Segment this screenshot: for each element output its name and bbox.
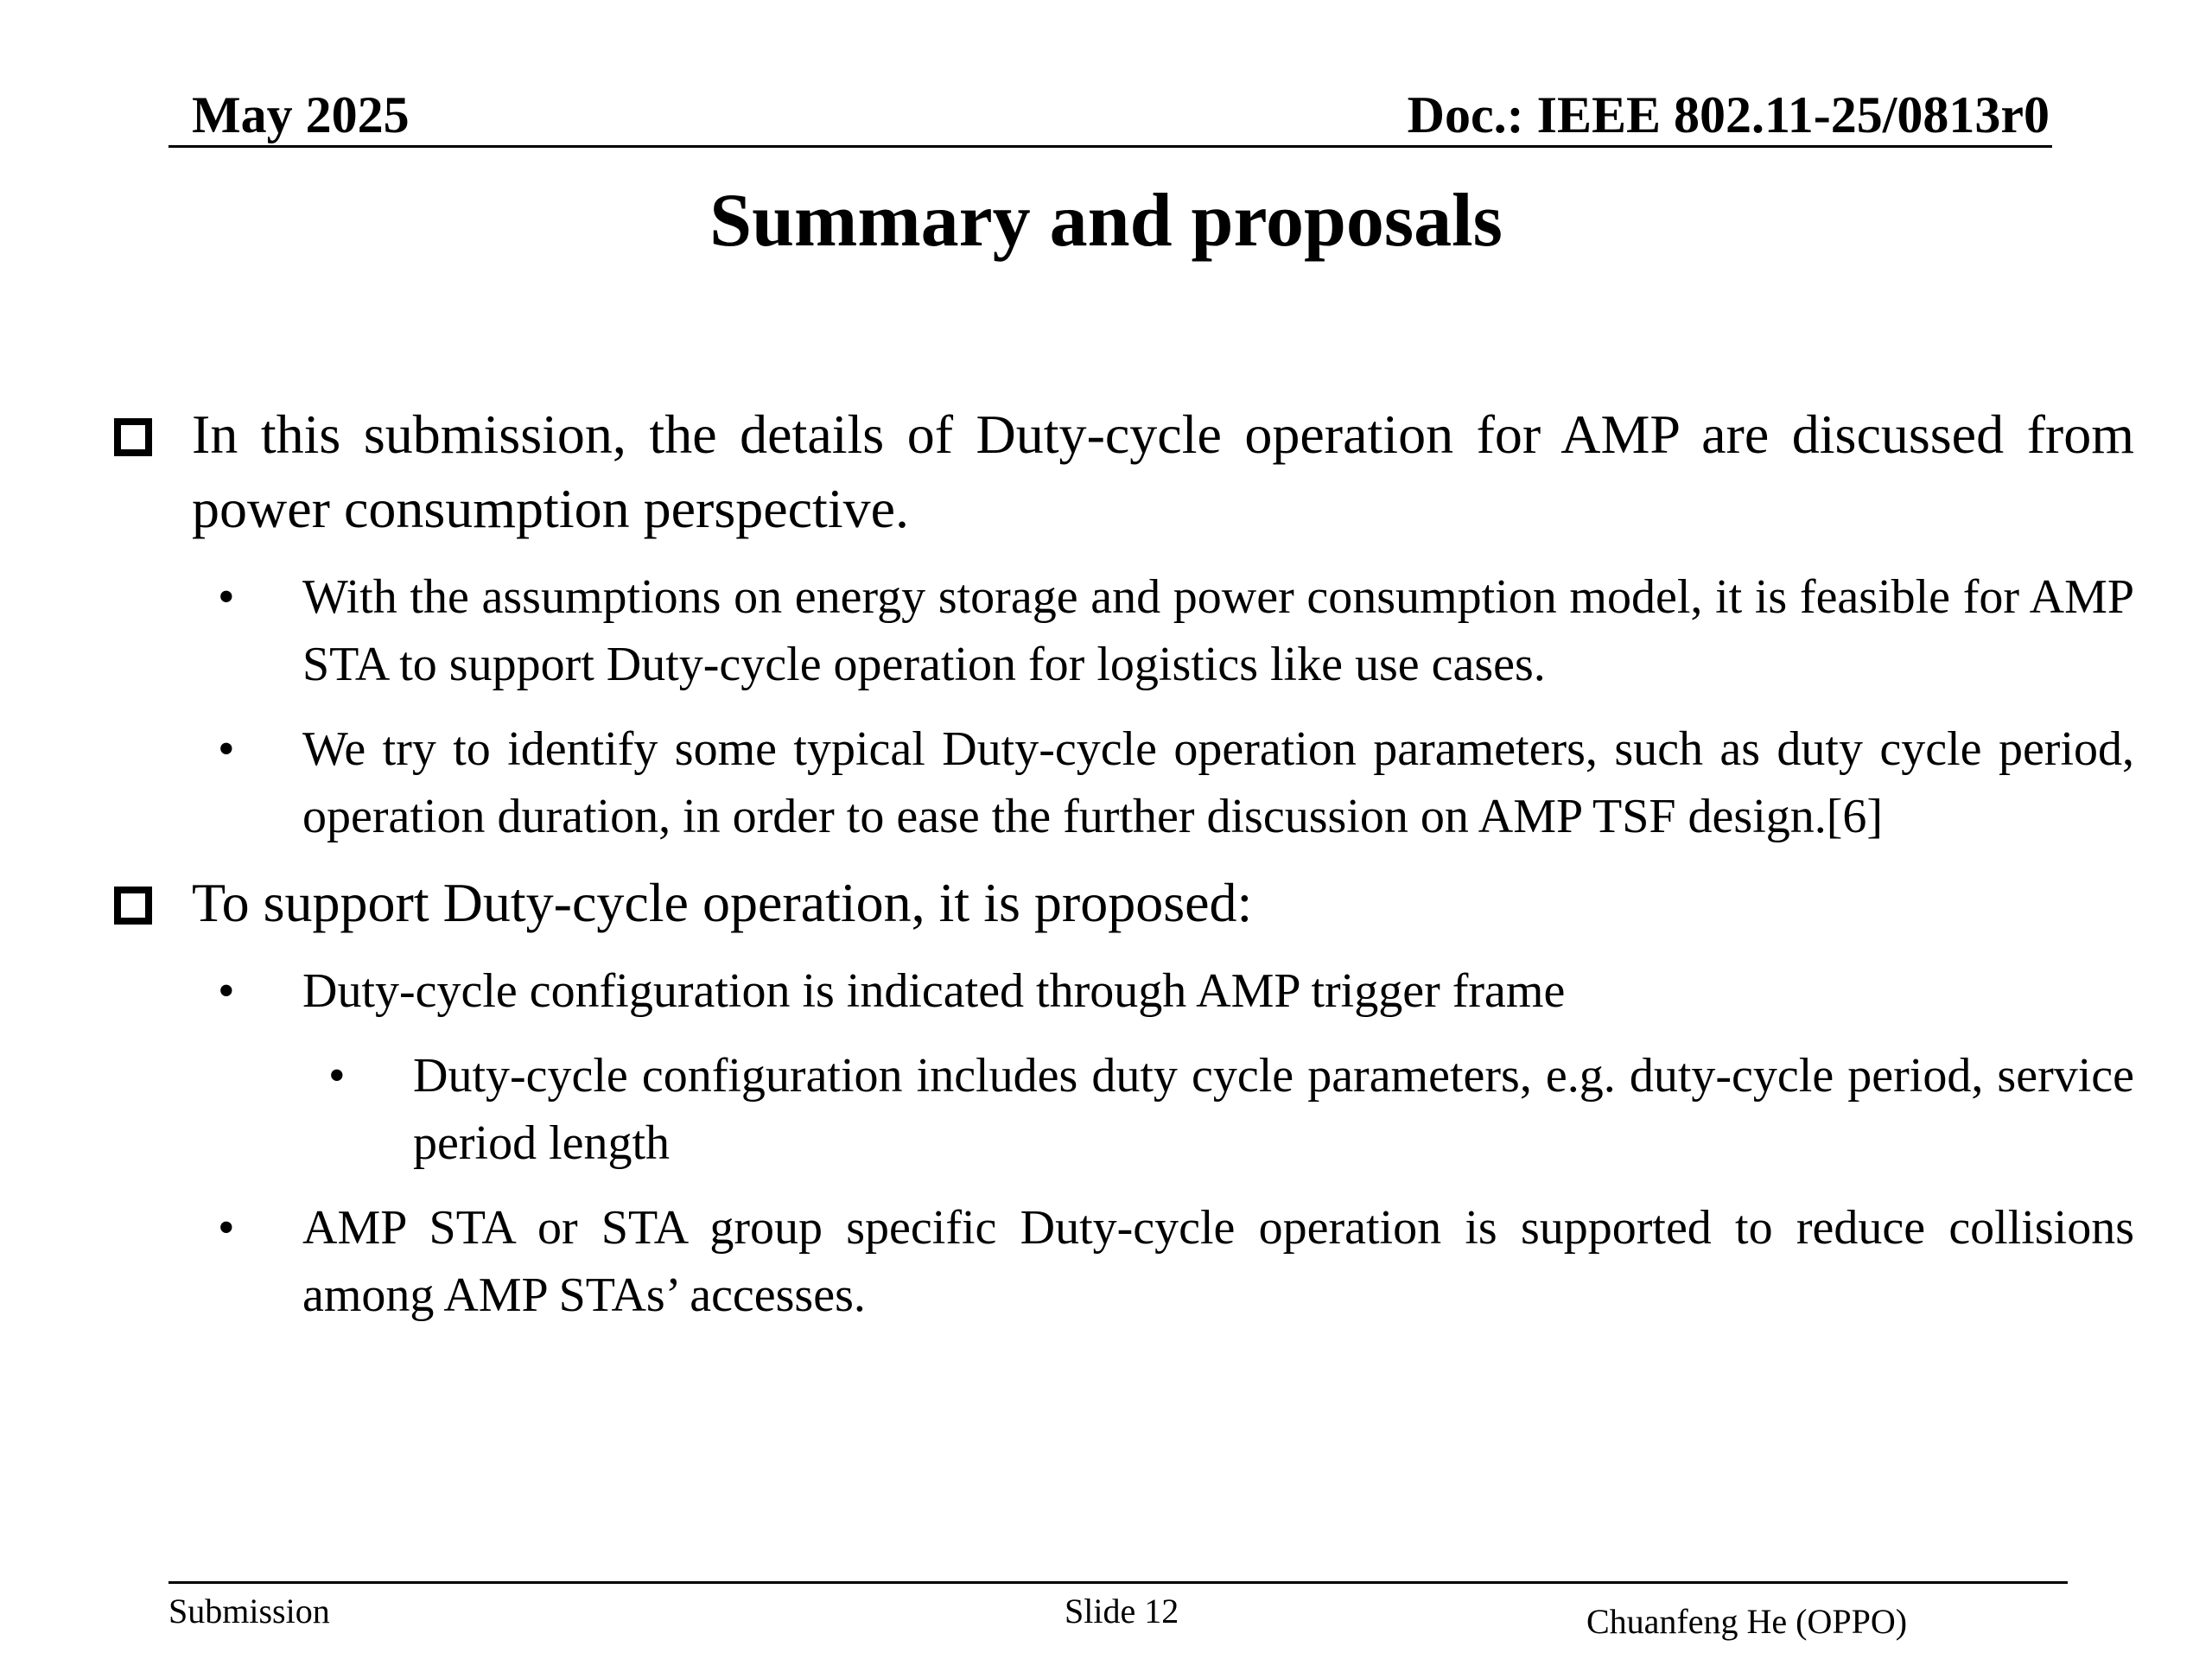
footer-author: Chuanfeng He (OPPO) xyxy=(1586,1602,1908,1641)
footer-divider xyxy=(168,1581,2068,1584)
bullet-1-sub-2-text: We try to identify some typical Duty-cycle operation parameters, such as duty cycle period, operation duration, in order to ease the further discussion on AMP TSF design.[6] xyxy=(302,722,2134,843)
header-divider xyxy=(168,145,2052,148)
bullet-1-sub-1 xyxy=(112,563,2134,698)
dot-bullet-icon: • xyxy=(218,1201,235,1255)
bullet-1-sub-1-text: With the assumptions on energy storage and power consumption model, it is feasible for AMP STA to support Duty-cycle operation for logistics like use cases. xyxy=(302,570,2134,691)
bullet-2-text: To support Duty-cycle operation, it is proposed: xyxy=(192,872,1253,933)
footer-slide-number: Slide 12 xyxy=(1065,1592,1179,1630)
bullet-2-sub-1-sub-1-text: Duty-cycle configuration includes duty cycle parameters, e.g. duty-cycle period, service period length xyxy=(413,1049,2134,1170)
bullet-1 xyxy=(112,397,2134,546)
bullet-2-sub-2-text: AMP STA or STA group specific Duty-cycle operation is supported to reduce collisions among AMP STAs’ accesses. xyxy=(302,1201,2134,1322)
bullet-1-sub-2 xyxy=(112,715,2134,850)
bullet-1-text: In this submission, the details of Duty-cycle operation for AMP are discussed from power consumption perspective. xyxy=(192,404,2134,539)
header-date: May 2025 xyxy=(192,86,410,143)
square-bullet-icon xyxy=(114,887,152,925)
dot-bullet-icon: • xyxy=(218,722,235,776)
slide-body xyxy=(112,397,2134,1329)
dot-bullet-icon: • xyxy=(218,570,235,624)
slide-title: Summary and proposals xyxy=(709,179,1503,263)
footer-submission: Submission xyxy=(168,1592,330,1630)
bullet-2-sub-1 xyxy=(112,957,2134,1025)
bullet-2 xyxy=(112,866,2134,940)
bullet-2-sub-2 xyxy=(112,1194,2134,1329)
header-doc-id: Doc.: IEEE 802.11-25/0813r0 xyxy=(1407,86,2050,143)
square-bullet-icon xyxy=(114,418,152,456)
dot-bullet-icon: • xyxy=(218,964,235,1018)
bullet-2-sub-1-sub-1 xyxy=(112,1042,2134,1177)
bullet-2-sub-1-text: Duty-cycle configuration is indicated through AMP trigger frame xyxy=(302,964,1566,1018)
dot-bullet-icon: • xyxy=(328,1049,346,1103)
